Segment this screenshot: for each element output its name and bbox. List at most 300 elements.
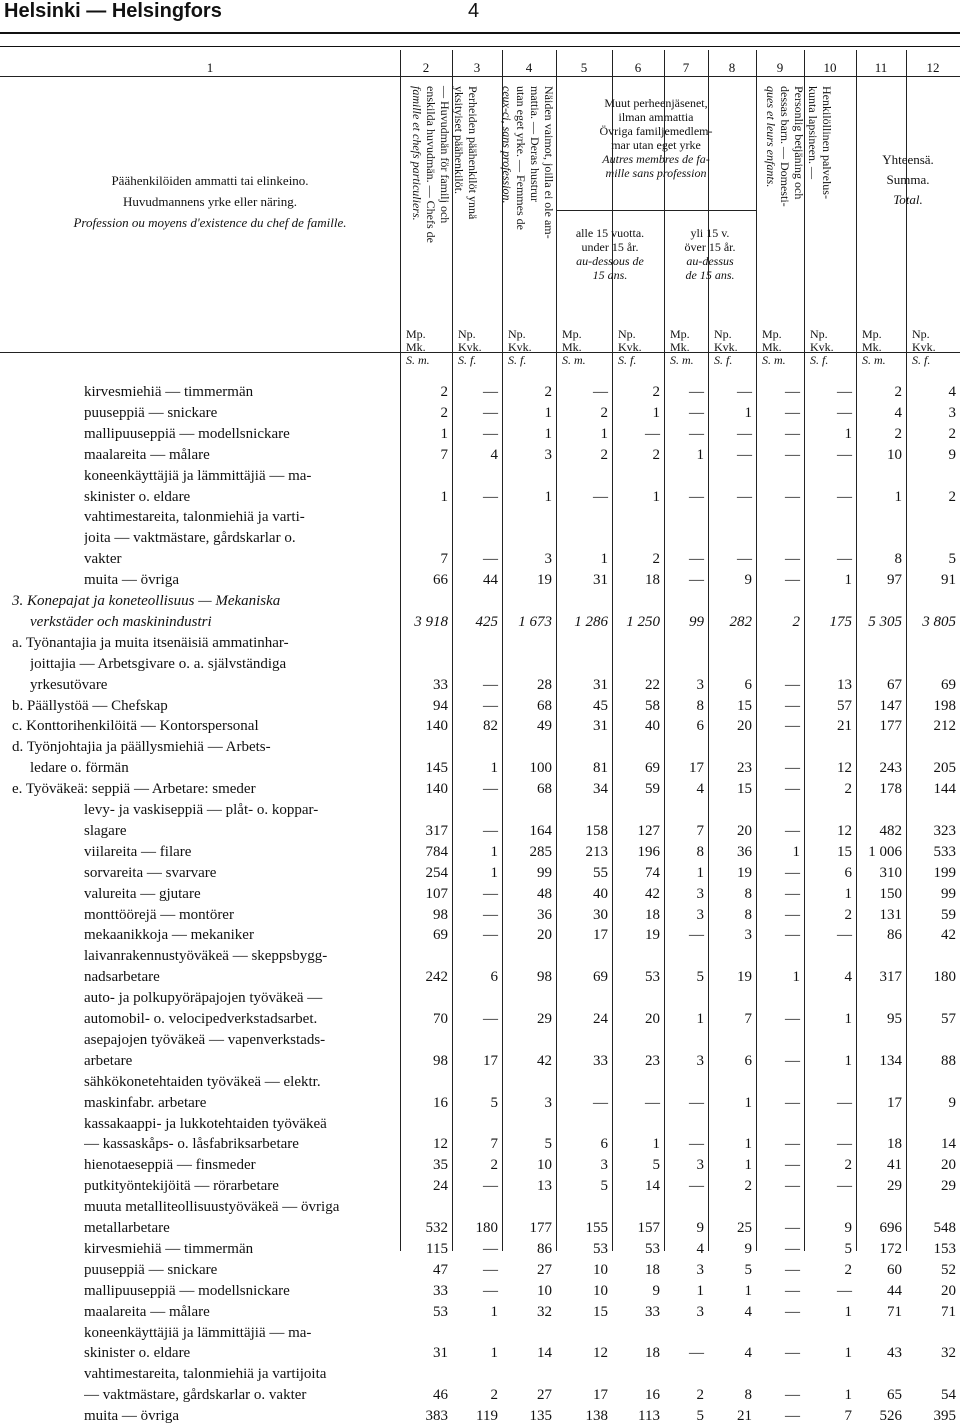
cell-col-9: — bbox=[785, 404, 800, 421]
unit-line: S. f. bbox=[714, 353, 733, 367]
cell-col-12: 212 bbox=[933, 718, 956, 735]
unit-label bbox=[406, 328, 430, 367]
cell-col-7: 3 bbox=[696, 676, 704, 693]
cell-col-12: 180 bbox=[933, 969, 956, 986]
unit-label bbox=[458, 328, 482, 367]
cell-col-9: 1 bbox=[792, 843, 800, 860]
cell-col-10: 1 bbox=[844, 1303, 852, 1320]
cell-col-4: 48 bbox=[537, 885, 552, 902]
cell-col-10: — bbox=[837, 1094, 852, 1111]
cell-col-5: 24 bbox=[593, 1011, 608, 1027]
cell-col-9: 2 bbox=[792, 613, 800, 630]
cell-col-9: — bbox=[785, 1387, 800, 1404]
row-label: c. Konttorihenkilöitä — Kontorspersonal bbox=[12, 718, 259, 735]
cell-col-2: 46 bbox=[433, 1387, 448, 1404]
cell-col-7: 5 bbox=[696, 1408, 704, 1425]
cell-col-5: 55 bbox=[593, 864, 608, 881]
row-label: vahtimestareita, talonmiehiä ja varti- bbox=[84, 509, 305, 526]
row-label: d. Työnjohtajia ja päällysmiehiä — Arbets- bbox=[12, 739, 271, 756]
cell-col-3: 2 bbox=[490, 1157, 498, 1174]
cell-col-9: — bbox=[785, 1011, 800, 1027]
unit-line: S. m. bbox=[862, 353, 886, 367]
cell-col-9: — bbox=[785, 885, 800, 902]
cell-col-12: 533 bbox=[933, 843, 956, 860]
cell-col-2: 98 bbox=[433, 906, 448, 923]
table-row bbox=[0, 487, 960, 507]
cell-col-5: 53 bbox=[593, 1240, 608, 1257]
cell-col-12: 57 bbox=[941, 1011, 956, 1027]
cell-col-7: — bbox=[689, 1345, 704, 1362]
cell-col-6: 9 bbox=[652, 1282, 660, 1299]
cell-col-5: 17 bbox=[593, 927, 608, 944]
cell-col-10: — bbox=[837, 1178, 852, 1195]
row-label: skinister o. eldare bbox=[84, 488, 191, 505]
cell-col-10: 2 bbox=[844, 906, 852, 923]
cell-col-4: 1 bbox=[544, 488, 552, 505]
row-label: maskinfabr. arbetare bbox=[84, 1094, 207, 1111]
cell-col-6: 20 bbox=[645, 1011, 660, 1027]
cell-col-5: — bbox=[593, 384, 608, 400]
cell-col-6: 58 bbox=[645, 697, 660, 714]
cell-col-7: 3 bbox=[696, 885, 704, 902]
cell-col-10: — bbox=[837, 1282, 852, 1299]
unit-line: Mp. bbox=[862, 327, 882, 341]
unit-label bbox=[714, 328, 738, 367]
table-row bbox=[0, 1114, 960, 1134]
table-row bbox=[0, 1009, 960, 1029]
cell-col-7: 99 bbox=[689, 613, 704, 630]
heading-over-15 bbox=[664, 226, 756, 282]
table-row bbox=[0, 884, 960, 904]
cell-col-2: 2 bbox=[440, 404, 448, 421]
table-row bbox=[0, 779, 960, 799]
table-row bbox=[0, 758, 960, 778]
cell-col-3: — bbox=[483, 488, 498, 505]
cell-col-11: 482 bbox=[879, 822, 902, 839]
cell-col-4: 98 bbox=[537, 969, 552, 986]
cell-col-8: 23 bbox=[737, 760, 752, 777]
cell-col-3: — bbox=[483, 906, 498, 923]
cell-col-10: 6 bbox=[844, 864, 852, 881]
cell-col-8: 21 bbox=[737, 1408, 752, 1425]
cell-col-4: 68 bbox=[537, 781, 552, 798]
cell-col-5: 17 bbox=[593, 1387, 608, 1404]
unit-line: Mk. bbox=[562, 340, 582, 354]
cell-col-4: 27 bbox=[537, 1261, 552, 1278]
table-row bbox=[0, 1134, 960, 1154]
table-row bbox=[0, 716, 960, 736]
cell-col-11: 41 bbox=[887, 1157, 902, 1174]
cell-col-10: — bbox=[837, 488, 852, 505]
row-label: arbetare bbox=[84, 1052, 133, 1069]
unit-line: S. f. bbox=[810, 353, 829, 367]
unit-line: Mp. bbox=[406, 327, 426, 341]
unit-line: S. f. bbox=[458, 353, 477, 367]
cell-col-3: 1 bbox=[490, 1303, 498, 1320]
cell-col-8: 1 bbox=[744, 1282, 752, 1299]
unit-line: Np. bbox=[714, 327, 732, 341]
table-row bbox=[0, 800, 960, 820]
heading-fi: Päähenkilöiden ammatti tai elinkeino. bbox=[111, 173, 309, 188]
cell-col-5: 213 bbox=[585, 843, 608, 860]
row-label: muuta metalliteollisuustyöväkeä — övriga bbox=[84, 1199, 340, 1216]
cell-col-6: 2 bbox=[652, 446, 660, 463]
colnum-4: 4 bbox=[525, 60, 533, 75]
cell-col-7: — bbox=[689, 551, 704, 568]
cell-col-9: — bbox=[785, 1261, 800, 1278]
unit-line: Kvk. bbox=[810, 340, 834, 354]
table-top-rule bbox=[0, 46, 960, 47]
cell-col-4: 2 bbox=[544, 384, 552, 400]
row-label: — vaktmästare, gårdskarlar o. vakter bbox=[84, 1387, 307, 1404]
table-row bbox=[0, 403, 960, 423]
table-row bbox=[0, 1239, 960, 1259]
cell-col-12: 52 bbox=[941, 1261, 956, 1278]
cell-col-2: 242 bbox=[425, 969, 448, 986]
cell-col-2: 532 bbox=[425, 1220, 448, 1236]
cell-col-12: 198 bbox=[933, 697, 956, 714]
cell-col-5: 81 bbox=[593, 760, 608, 777]
cell-col-11: 178 bbox=[879, 781, 902, 798]
row-label: metallarbetare bbox=[84, 1220, 170, 1236]
row-label: nadsarbetare bbox=[84, 969, 160, 986]
cell-col-8: 1 bbox=[744, 1136, 752, 1153]
cell-col-2: 66 bbox=[433, 572, 448, 589]
cell-col-7: 1 bbox=[696, 446, 704, 463]
cell-col-7: 9 bbox=[696, 1220, 704, 1236]
row-label: e. Työväkeä: seppiä — Arbetare: smeder bbox=[12, 781, 256, 798]
cell-col-11: 526 bbox=[879, 1408, 902, 1425]
cell-col-11: 43 bbox=[887, 1345, 902, 1362]
heading-total bbox=[856, 150, 960, 210]
table-row bbox=[0, 528, 960, 548]
cell-col-5: 158 bbox=[585, 822, 608, 839]
cell-col-7: — bbox=[689, 1178, 704, 1195]
cell-col-9: — bbox=[785, 446, 800, 463]
page-number: 4 bbox=[468, 0, 480, 22]
cell-col-3: 1 bbox=[490, 760, 498, 777]
unit-label bbox=[670, 328, 694, 367]
cell-col-9: 1 bbox=[792, 969, 800, 986]
heading-line: au-dessus bbox=[686, 254, 734, 268]
cell-col-3: — bbox=[483, 781, 498, 798]
cell-col-12: 99 bbox=[941, 885, 956, 902]
cell-col-10: 175 bbox=[829, 613, 852, 630]
cell-col-12: 2 bbox=[948, 488, 956, 505]
cell-col-10: — bbox=[837, 446, 852, 463]
unit-label bbox=[618, 328, 642, 367]
cell-col-8: 3 bbox=[744, 927, 752, 944]
cell-col-6: 196 bbox=[637, 843, 660, 860]
cell-col-5: 3 bbox=[600, 1157, 608, 1174]
table-row bbox=[0, 821, 960, 841]
heading-line: mille sans profession bbox=[605, 166, 707, 180]
cell-col-4: 3 bbox=[544, 551, 552, 568]
cell-col-12: 9 bbox=[948, 1094, 956, 1111]
heading-under-15 bbox=[556, 226, 664, 282]
table-row bbox=[0, 967, 960, 987]
cell-col-5: 34 bbox=[593, 781, 608, 798]
cell-col-8: — bbox=[737, 551, 752, 568]
cell-col-2: 317 bbox=[425, 822, 448, 839]
row-label: automobil- o. velocipedverkstadsarbet. bbox=[84, 1011, 318, 1027]
unit-line: Np. bbox=[508, 327, 526, 341]
cell-col-4: 3 bbox=[544, 446, 552, 463]
cell-col-7: 8 bbox=[696, 697, 704, 714]
cell-col-2: 254 bbox=[425, 864, 448, 881]
cell-col-8: 20 bbox=[737, 718, 752, 735]
cell-col-9: — bbox=[785, 425, 800, 442]
cell-col-6: — bbox=[645, 425, 660, 442]
cell-col-8: 36 bbox=[737, 843, 752, 860]
row-label: puuseppiä — snickare bbox=[84, 404, 218, 421]
cell-col-3: — bbox=[483, 404, 498, 421]
cell-col-4: 10 bbox=[537, 1157, 552, 1174]
cell-col-12: 9 bbox=[948, 446, 956, 463]
cell-col-4: 14 bbox=[537, 1345, 552, 1362]
cell-col-4: 3 bbox=[544, 1094, 552, 1111]
row-label: joita — vaktmästare, gårdskarlar o. bbox=[84, 530, 296, 547]
cell-col-8: 8 bbox=[744, 906, 752, 923]
colnum-11: 11 bbox=[874, 60, 888, 75]
cell-col-12: 29 bbox=[941, 1178, 956, 1195]
colnum-12: 12 bbox=[926, 60, 940, 75]
cell-col-8: 6 bbox=[744, 676, 752, 693]
cell-col-3: 4 bbox=[490, 446, 498, 463]
cell-col-3: 2 bbox=[490, 1387, 498, 1404]
colnum-9: 9 bbox=[776, 60, 784, 75]
cell-col-10: 21 bbox=[837, 718, 852, 735]
cell-col-2: 69 bbox=[433, 927, 448, 944]
cell-col-6: 53 bbox=[645, 969, 660, 986]
heading-heads-of-family bbox=[410, 86, 480, 243]
cell-col-9: — bbox=[785, 822, 800, 839]
cell-col-6: 1 250 bbox=[626, 613, 660, 630]
cell-col-6: 16 bbox=[645, 1387, 660, 1404]
cell-col-4: 36 bbox=[537, 906, 552, 923]
cell-col-3: — bbox=[483, 676, 498, 693]
cell-col-9: — bbox=[785, 906, 800, 923]
cell-col-4: 27 bbox=[537, 1387, 552, 1404]
cell-col-11: 2 bbox=[894, 384, 902, 400]
cell-col-3: — bbox=[483, 1178, 498, 1195]
table-row bbox=[0, 1197, 960, 1217]
table-row bbox=[0, 946, 960, 966]
profession-heading bbox=[30, 170, 390, 233]
table-row bbox=[0, 507, 960, 527]
cell-col-3: 425 bbox=[475, 613, 498, 630]
heading-line: Personlig betjäning och bbox=[792, 86, 806, 200]
table-row bbox=[0, 1260, 960, 1280]
cell-col-5: 2 bbox=[600, 404, 608, 421]
cell-col-11: 177 bbox=[879, 718, 902, 735]
cell-col-5: — bbox=[593, 1094, 608, 1111]
cell-col-5: 6 bbox=[600, 1136, 608, 1153]
table-row bbox=[0, 1406, 960, 1426]
cell-col-5: 40 bbox=[593, 885, 608, 902]
heading-line: ques et leurs enfants. bbox=[764, 86, 778, 188]
cell-col-10: 57 bbox=[837, 697, 852, 714]
cell-col-5: 12 bbox=[593, 1345, 608, 1362]
page-header bbox=[0, 0, 960, 28]
colnum-3: 3 bbox=[473, 60, 481, 75]
cell-col-9: — bbox=[785, 718, 800, 735]
cell-col-6: 22 bbox=[645, 676, 660, 693]
cell-col-5: 138 bbox=[585, 1408, 608, 1425]
cell-col-9: — bbox=[785, 572, 800, 589]
cell-col-10: 1 bbox=[844, 572, 852, 589]
heading-line: yksityiset päähenkilöt. bbox=[452, 86, 466, 194]
cell-col-6: 18 bbox=[645, 572, 660, 589]
cell-col-7: 4 bbox=[696, 1240, 704, 1257]
cell-col-3: 6 bbox=[490, 969, 498, 986]
cell-col-8: 20 bbox=[737, 822, 752, 839]
cell-col-2: 12 bbox=[433, 1136, 448, 1153]
row-label: verkstäder och maskinindustri bbox=[30, 613, 212, 630]
cell-col-12: 42 bbox=[941, 927, 956, 944]
cell-col-4: 20 bbox=[537, 927, 552, 944]
cell-col-12: 91 bbox=[941, 572, 956, 589]
unit-line: Np. bbox=[912, 327, 930, 341]
cell-col-6: 127 bbox=[637, 822, 660, 839]
cell-col-5: 69 bbox=[593, 969, 608, 986]
cell-col-9: — bbox=[785, 760, 800, 777]
cell-col-6: 69 bbox=[645, 760, 660, 777]
table-row bbox=[0, 1323, 960, 1343]
row-label: puuseppiä — snickare bbox=[84, 1261, 218, 1278]
row-label: koneenkäyttäjiä ja lämmittäjiä — ma- bbox=[84, 467, 312, 484]
cell-col-6: 59 bbox=[645, 781, 660, 798]
cell-col-8: — bbox=[737, 446, 752, 463]
cell-col-3: 180 bbox=[475, 1220, 498, 1236]
colnum-5: 5 bbox=[580, 60, 588, 75]
cell-col-4: 42 bbox=[537, 1052, 552, 1069]
cell-col-7: 8 bbox=[696, 843, 704, 860]
cell-col-8: 5 bbox=[744, 1261, 752, 1278]
colnum-1: 1 bbox=[206, 60, 214, 75]
cell-col-2: 33 bbox=[433, 1282, 448, 1299]
cell-col-2: 33 bbox=[433, 676, 448, 693]
cell-col-8: — bbox=[737, 425, 752, 442]
cell-col-2: 70 bbox=[433, 1011, 448, 1027]
cell-col-10: — bbox=[837, 384, 852, 400]
cell-col-2: 94 bbox=[433, 697, 448, 714]
row-label: yrkesutövare bbox=[30, 676, 108, 693]
cell-col-8: 19 bbox=[737, 864, 752, 881]
cell-col-5: 33 bbox=[593, 1052, 608, 1069]
table-row bbox=[0, 988, 960, 1008]
cell-col-9: — bbox=[785, 1345, 800, 1362]
row-label: sorvareita — svarvare bbox=[84, 864, 217, 881]
heading-line: utan eget yrke. — Femmes de bbox=[514, 86, 528, 230]
row-label: mallipuuseppiä — modellsnickare bbox=[84, 425, 290, 442]
cell-col-5: — bbox=[593, 488, 608, 505]
colnum-6: 6 bbox=[634, 60, 642, 75]
unit-line: Kvk. bbox=[618, 340, 642, 354]
cell-col-9: — bbox=[785, 551, 800, 568]
row-label: maalareita — målare bbox=[84, 1303, 210, 1320]
colnum-7: 7 bbox=[682, 60, 690, 75]
cell-col-8: 1 bbox=[744, 1157, 752, 1174]
cell-col-11: 172 bbox=[879, 1240, 902, 1257]
cell-col-4: 100 bbox=[529, 760, 552, 777]
cell-col-11: 1 bbox=[894, 488, 902, 505]
cell-col-11: 317 bbox=[879, 969, 902, 986]
cell-col-2: 1 bbox=[440, 488, 448, 505]
heading-line: enskilda huvudmän. — Chefs de bbox=[424, 86, 438, 243]
cell-col-5: 10 bbox=[593, 1261, 608, 1278]
cell-col-11: 44 bbox=[887, 1282, 902, 1299]
row-label: vahtimestareita, talonmiehiä ja vartijoita bbox=[84, 1366, 327, 1383]
cell-col-6: 14 bbox=[645, 1178, 660, 1195]
table-row bbox=[0, 1155, 960, 1175]
heading-line: Total. bbox=[893, 192, 923, 207]
table-row bbox=[0, 1218, 960, 1238]
cell-col-8: 19 bbox=[737, 969, 752, 986]
table-row bbox=[0, 1343, 960, 1363]
cell-col-7: 3 bbox=[696, 906, 704, 923]
heading-line: famille et chefs particuliers. bbox=[410, 86, 424, 221]
cell-col-7: — bbox=[689, 1136, 704, 1153]
cell-col-2: 383 bbox=[425, 1408, 448, 1425]
cell-col-9: — bbox=[785, 1178, 800, 1195]
heading-line: över 15 år. bbox=[684, 240, 736, 254]
cell-col-4: 86 bbox=[537, 1240, 552, 1257]
cell-col-2: 107 bbox=[425, 885, 448, 902]
cell-col-4: 164 bbox=[529, 822, 552, 839]
cell-col-12: 548 bbox=[933, 1220, 956, 1236]
cell-col-10: 9 bbox=[844, 1220, 852, 1236]
cell-col-10: 12 bbox=[837, 822, 852, 839]
cell-col-10: 1 bbox=[844, 1052, 852, 1069]
cell-col-10: 12 bbox=[837, 760, 852, 777]
cell-col-11: 65 bbox=[887, 1387, 902, 1404]
cell-col-8: 15 bbox=[737, 697, 752, 714]
cell-col-3: 17 bbox=[483, 1052, 498, 1069]
unit-line: S. m. bbox=[670, 353, 694, 367]
cell-col-2: 115 bbox=[426, 1240, 448, 1257]
table-row bbox=[0, 424, 960, 444]
heading-line: Muut perheenjäsenet, bbox=[604, 96, 708, 110]
cell-col-10: 1 bbox=[844, 885, 852, 902]
cell-col-3: — bbox=[483, 822, 498, 839]
table-row bbox=[0, 654, 960, 674]
cell-col-6: 53 bbox=[645, 1240, 660, 1257]
row-label: monttöörejä — montörer bbox=[84, 906, 234, 923]
cell-col-4: 28 bbox=[537, 676, 552, 693]
cell-col-11: 86 bbox=[887, 927, 902, 944]
cell-col-11: 1 006 bbox=[868, 843, 902, 860]
cell-col-7: 2 bbox=[696, 1387, 704, 1404]
cell-col-3: 1 bbox=[490, 864, 498, 881]
cell-col-9: — bbox=[785, 1282, 800, 1299]
cell-col-10: 1 bbox=[844, 425, 852, 442]
cell-col-2: 784 bbox=[425, 843, 448, 860]
cell-col-11: 2 bbox=[894, 425, 902, 442]
cell-col-2: 3 918 bbox=[414, 613, 448, 630]
unit-line: Mk. bbox=[762, 340, 782, 354]
heading-line: dessas barn. — Domesti- bbox=[778, 86, 792, 207]
cell-col-5: 1 bbox=[600, 425, 608, 442]
cell-col-10: 2 bbox=[844, 1157, 852, 1174]
cell-col-12: 54 bbox=[941, 1387, 956, 1404]
unit-line: Mp. bbox=[670, 327, 690, 341]
cell-col-9: — bbox=[785, 864, 800, 881]
cell-col-11: 5 305 bbox=[868, 613, 902, 630]
row-label: kassakaappi- ja lukkotehtaiden työväkeä bbox=[84, 1115, 327, 1132]
cell-col-6: 42 bbox=[645, 885, 660, 902]
cell-col-10: 2 bbox=[844, 781, 852, 798]
